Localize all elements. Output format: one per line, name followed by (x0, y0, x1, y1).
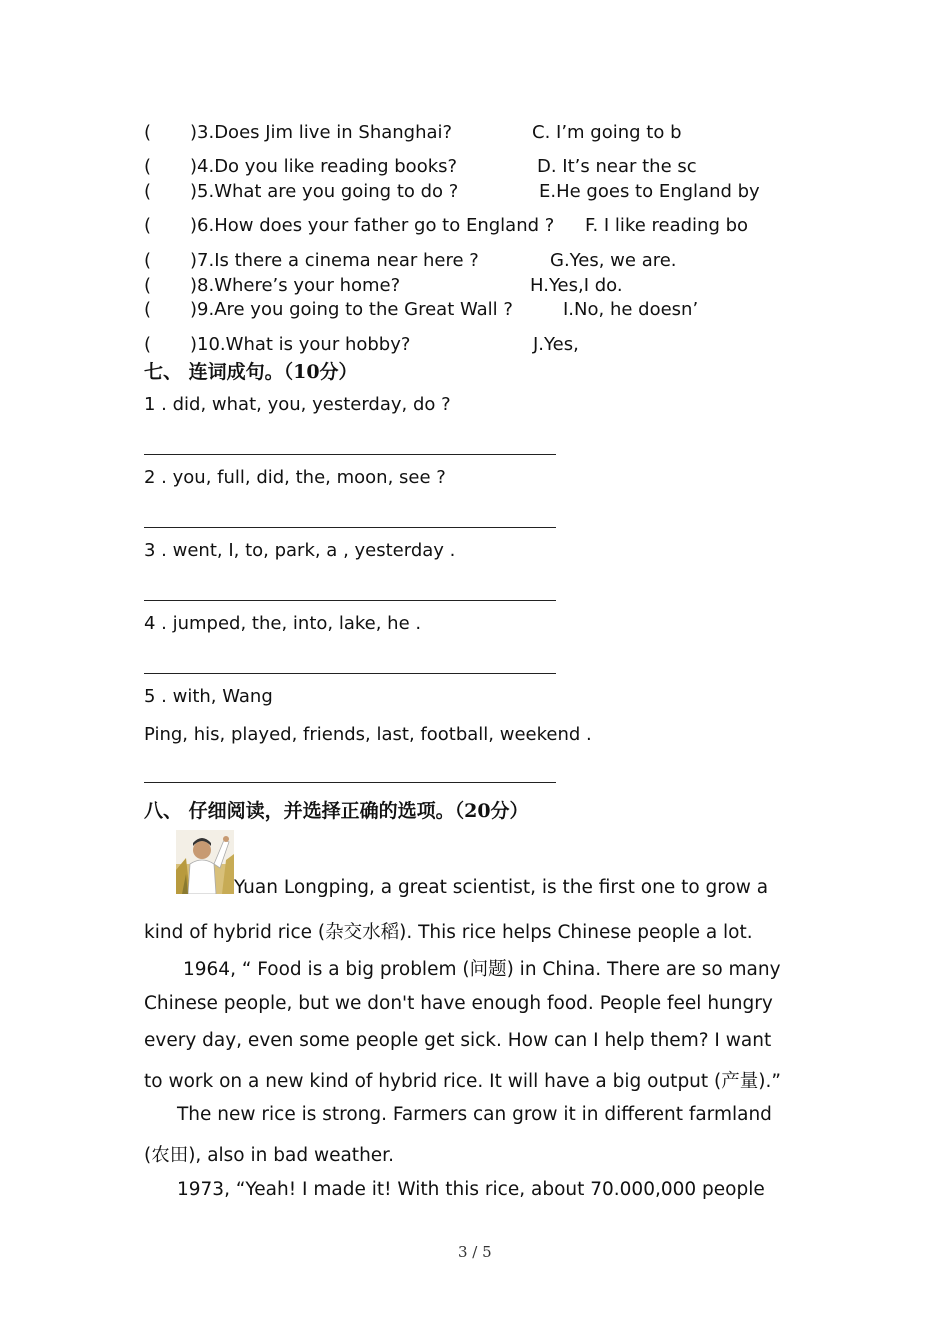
passage-line-8: (农田), also in bad weather. (144, 1145, 394, 1166)
passage-line-5: every day, even some people get sick. How can I help them? I want (144, 1030, 772, 1051)
matching-row-4 (144, 156, 457, 177)
section-7-title: 七、 连词成句。（10分） (144, 361, 358, 383)
matching-row-7 (144, 250, 479, 271)
answer-option-d: D. It’s near the sc (537, 156, 697, 177)
passage-line-6: to work on a new kind of hybrid rice. It will have a big output (产量).” (144, 1071, 781, 1092)
matching-row-9 (144, 299, 513, 320)
answer-blank: ( (144, 181, 152, 202)
matching-row-5 (144, 181, 458, 202)
answer-option-g: G.Yes, we are. (550, 250, 677, 271)
section-8-title: 八、 仔细阅读，并选择正确的选项。（20分） (144, 800, 529, 822)
answer-option-j: J.Yes, (533, 334, 579, 355)
answer-blank: ( (144, 275, 152, 296)
question-text: )6.How does your father go to England ? (190, 215, 555, 236)
passage-line-4: Chinese people, but we don't have enough food. People feel hungry (144, 993, 773, 1014)
passage-line-9: 1973, “Yeah! I made it! With this rice, about 70.000,000 people (177, 1179, 765, 1200)
answer-line-1[interactable] (144, 454, 556, 455)
matching-row-3 (144, 122, 452, 143)
sentence-item-5: 5 . with, Wang (144, 686, 273, 707)
question-text: )8.Where’s your home? (190, 275, 401, 296)
question-text: )10.What is your hobby? (190, 334, 411, 355)
question-text: )7.Is there a cinema near here ? (190, 250, 479, 271)
passage-line-7: The new rice is strong. Farmers can grow it in different farmland (177, 1104, 772, 1125)
answer-line-5[interactable] (144, 782, 556, 783)
answer-option-e: E.He goes to England by (539, 181, 760, 202)
answer-blank: ( (144, 215, 152, 236)
passage-line-2: kind of hybrid rice (杂交水稻). This rice helps Chinese people a lot. (144, 922, 753, 943)
sentence-item-2: 2 . you, full, did, the, moon, see ? (144, 467, 446, 488)
sentence-item-3: 3 . went, I, to, park, a , yesterday . (144, 540, 456, 561)
sentence-item-1: 1 . did, what, you, yesterday, do ? (144, 394, 451, 415)
answer-option-h: H.Yes,I do. (530, 275, 623, 296)
answer-blank: ( (144, 156, 152, 177)
question-text: )3.Does Jim live in Shanghai? (190, 122, 453, 143)
sentence-item-4: 4 . jumped, the, into, lake, he . (144, 613, 422, 634)
passage-line-3: 1964, “ Food is a big problem (问题) in China. There are so many (183, 959, 781, 980)
matching-row-8 (144, 275, 400, 296)
answer-blank: ( (144, 334, 152, 355)
passage-line-1: Yuan Longping, a great scientist, is the first one to grow a (234, 877, 769, 898)
matching-row-6 (144, 215, 554, 236)
question-text: )4.Do you like reading books? (190, 156, 458, 177)
page-number: 3 / 5 (458, 1243, 492, 1261)
answer-blank: ( (144, 250, 152, 271)
matching-row-10 (144, 334, 410, 355)
answer-blank: ( (144, 299, 152, 320)
question-text: )9.Are you going to the Great Wall ? (190, 299, 513, 320)
yuan-longping-photo (176, 830, 234, 894)
answer-line-2[interactable] (144, 527, 556, 528)
answer-option-f: F. I like reading bo (585, 215, 749, 236)
answer-line-4[interactable] (144, 673, 556, 674)
answer-blank: ( (144, 122, 152, 143)
answer-line-3[interactable] (144, 600, 556, 601)
sentence-item-5-continued: Ping, his, played, friends, last, football, weekend . (144, 724, 592, 745)
question-text: )5.What are you going to do ? (190, 181, 459, 202)
answer-option-c: C. I’m going to b (532, 122, 682, 143)
answer-option-i: I.No, he doesn’ (563, 299, 699, 320)
